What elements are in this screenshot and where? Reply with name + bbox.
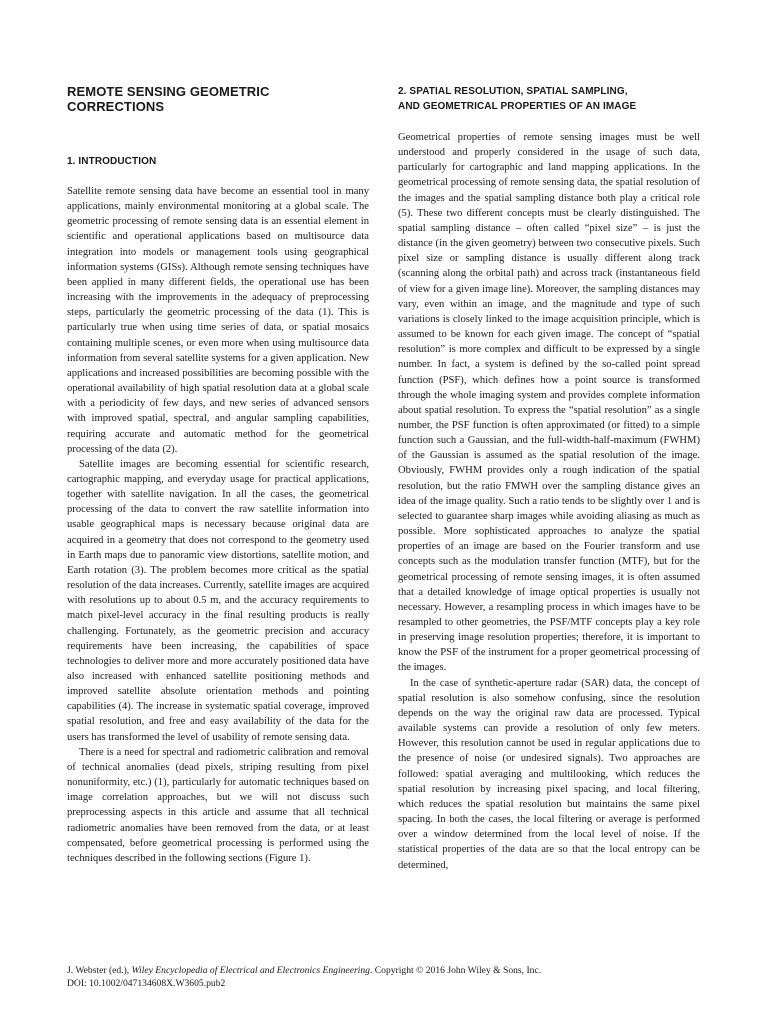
section-heading-spatial-resolution: [398, 84, 700, 114]
section-heading-line-2: AND GEOMETRICAL PROPERTIES OF AN IMAGE: [398, 101, 637, 112]
citation-footer: [67, 964, 707, 990]
section-heading-introduction: 1. INTRODUCTION: [67, 156, 157, 167]
section-heading-line-1: 2. SPATIAL RESOLUTION, SPATIAL SAMPLING,: [398, 86, 628, 97]
intro-paragraph-3: There is a need for spectral and radiometric calibration and removal of technical anomalies (dead pixels, striping resulting from pixel nonuniformity, etc.) (1), particularly for automatic techniques based on image correlation approaches, but we will not discuss such preprocessing aspects in this article and assume that all technical radiometric anomalies have been removed from the data, or at least compensated, before geometrical processing is performed using the techniques described in the following sections (Figure 1).: [67, 746, 369, 864]
intro-paragraph-2: Satellite images are becoming essential for scientific research, cartographic mapping, and everyday usage for practical applications, together with satellite navigation. In all the cases, the geometrical processing of the data to convert the raw satellite information into usable geographical maps is necessary because original data are acquired in a geometry that does not correspond to the geometry used in Earth maps due to panoramic view distortions, satellite motion, and Earth rotation (3). The problem becomes more critical as the spatial resolution of the data increases. Currently, satellite images are acquired with resolutions up to about 0.5 m, and the accuracy requirements to match pixel-level accuracy in the final resulting products is really challenging. Fortunately, as the geometric precision and accuracy requirements have been increasing, the capabilities of space technologies to deliver more and more accurately positioned data have also increased with enhanced satellite positioning methods and improved satellite absolute orientation methods and pointing capabilities (4). The increase in systematic spatial coverage, improved spatial resolution, and free and easy availability of the data for the users has transformed the level of usability of remote sensing data.: [67, 458, 369, 743]
resolution-paragraph-2: In the case of synthetic-aperture radar (SAR) data, the concept of spatial resolution is also somehow confusing, since the resolution depends on the way the original raw data are processed. Typical available systems can provide a resolution of only few meters. However, this resolution cannot be used in regular applications due to the presence of noise (or undesired signals). Two approaches are followed: spatial averaging and multilooking, which reduces the spatial resolution by increasing pixel spacing, and local filtering, which reduces the spatial resolution but maintains the same pixel spacing. In both the cases, the local filtering or average is performed over a window determined from the local level of noise. If the statistical properties of the data are so that the local entropy can be determined,: [398, 677, 700, 871]
doi-line: DOI: 10.1002/047134608X.W3605.pub2: [67, 978, 226, 989]
citation-encyclopedia-title: Wiley Encyclopedia of Electrical and Electronics Engineering: [131, 965, 370, 976]
resolution-paragraph-1: Geometrical properties of remote sensing images must be well understood and properly considered in the usage of such data, particularly for cartographic and land mapping applications. In the geometrical processing of remote sensing data, the spatial resolution of the images and the spatial sampling distance both play a critical role (5). These two different concepts must be clearly distinguished. The spatial sampling distance – often called “pixel size” – is just the distance (in the given geometry) between two consecutive pixels. Such pixel size or sampling distance is usually different along track (scanning along the orbital path) and across track (instantaneous field of view for a given image line). Moreover, the sampling distances may vary, even within an image, and the magnitude and type of such variations is closely linked to the image acquisition principle, which is assumed to be known for each given image. The concept of “spatial resolution” is more complex and difficult to be expressed by a single number. In fact, a system is defined by the so-called point spread function (PSF), which defines how a point source is transformed through the whole imaging system and provides complete information about spatial resolution. To express the “spatial resolution” as a single number, the PSF function is often approximated (or fitted) to a simple function such a Gaussian, and the full-width-half-maximum (FWHM) of the Gaussian is assumed as the spatial resolution of the image. Obviously, FWHM provides only a rough indication of the spatial resolution, but the ratio FMWH over the sampling distance gives an idea of the image quality. Such a ratio tends to be slightly over 1 and is selected to guarantee sharp images while avoiding aliasing as much as possible. More sophisticated approaches to analyze the spatial properties of an image are based on the Fourier transform and use concepts such as the modulation transfer function (MTF), but for the geometrical processing of remote sensing images, it is often assumed that a detailed knowledge of image optical properties is usually not necessary. However, a resampling process in which images have to be resampled to other geometries, the PSF/MTF concepts play a key role in preserving image resolution properties; therefore, it is important to know the PSF of the instrument for a proper geometrical processing of the images.: [398, 132, 700, 674]
article-title: REMOTE SENSING GEOMETRIC CORRECTIONS: [67, 84, 270, 114]
right-column: [398, 80, 700, 873]
citation-editor: J. Webster (ed.),: [67, 965, 132, 976]
citation-line: [67, 964, 707, 977]
citation-copyright: . Copyright © 2016 John Wiley & Sons, Inc.: [369, 965, 542, 976]
left-column: [67, 80, 369, 866]
intro-paragraph-1: Satellite remote sensing data have become an essential tool in many applications, mainly environmental monitoring at a global scale. The geometric processing of remote sensing data is an essential element in scientific and operational applications based on multisource data integration into models or management tools using geographical information systems (GISs). Although remote sensing techniques have been applied in many different fields, the operational use has been increasing with the improvements in the adequacy of preprocessing steps, particularly the geometric processing of the data (1). This is particularly true when using time series of data, or spatial mosaics containing multiple scenes, or even more when using multisource data information from several satellite systems for a given application. New applications and increased possibilities are becoming possible with the operational availability of high spatial resolution data at a global scale with a periodicity of few days, and new series of advanced sensors with improved spatial, spectral, and angular sampling capabilities, requiring accurate and automatic method for the geometrical processing of the data (2).: [67, 186, 369, 455]
